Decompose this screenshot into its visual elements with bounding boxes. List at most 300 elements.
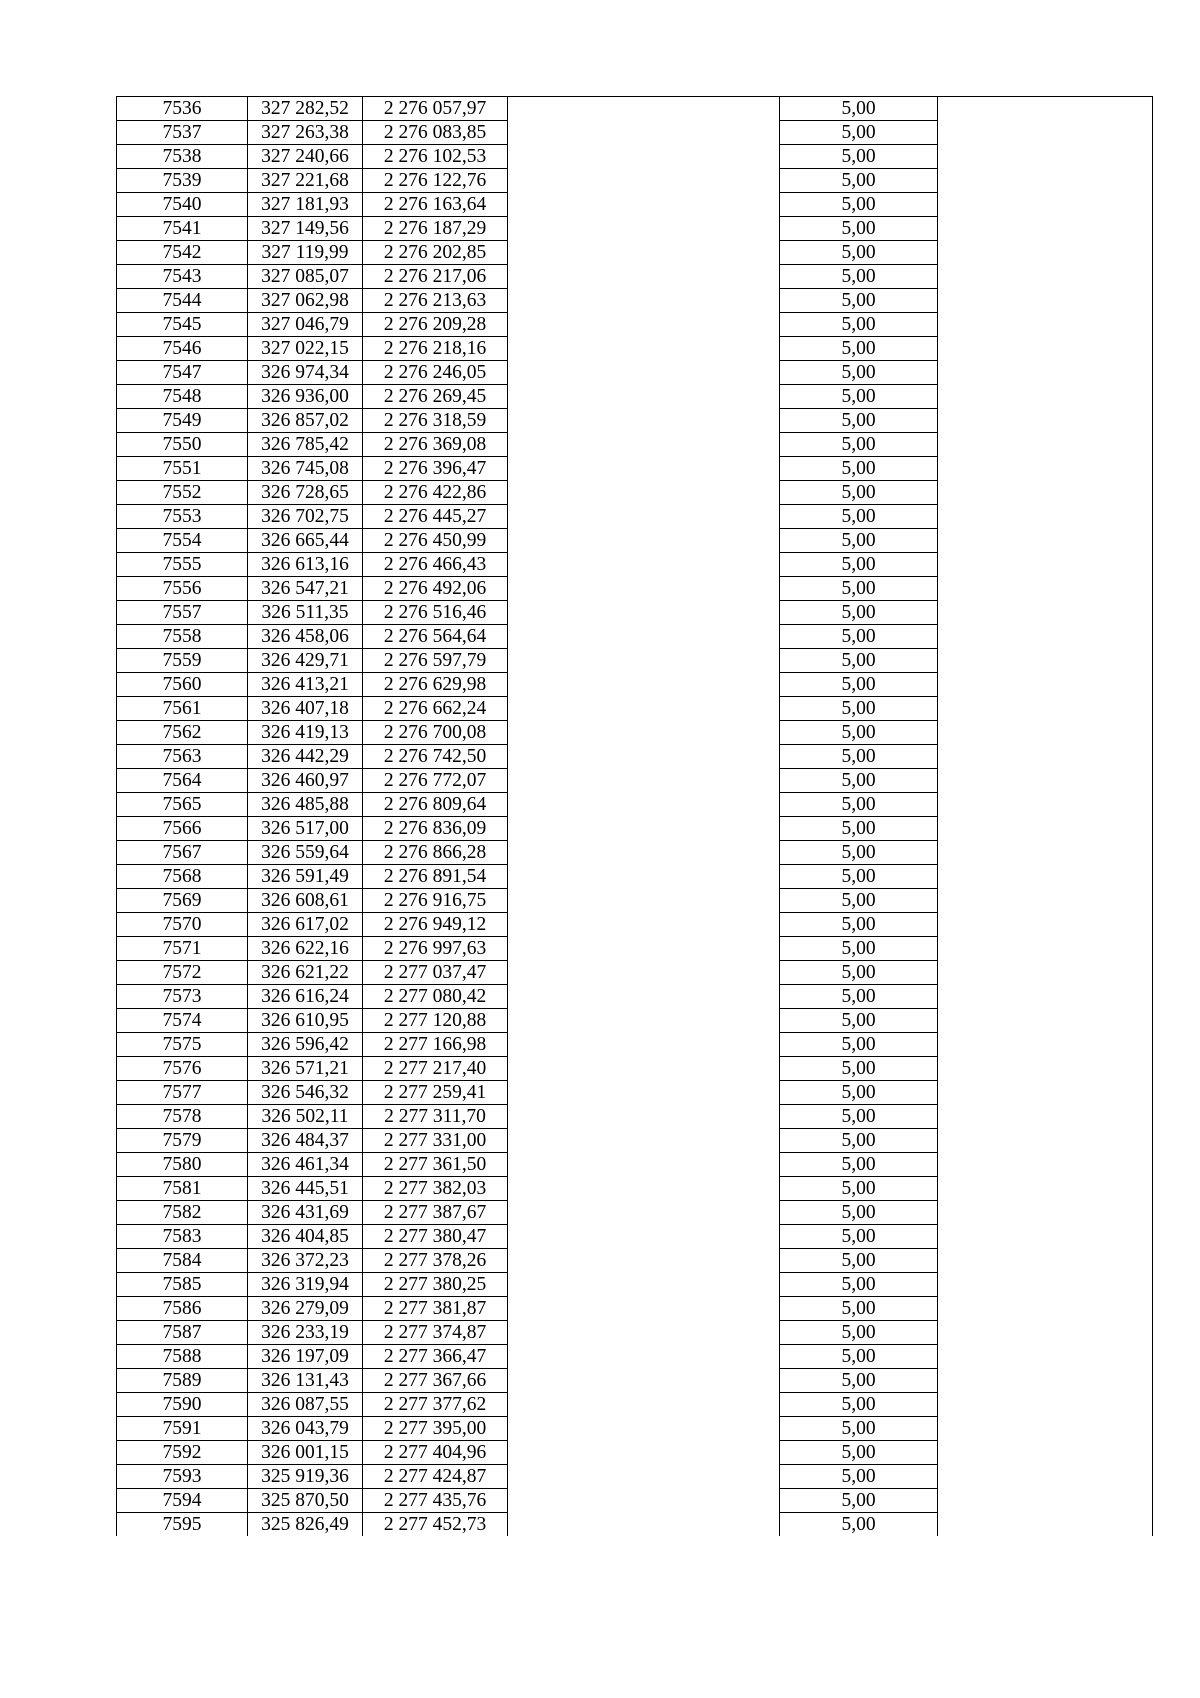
tolerance-cell: 5,00 [780,1441,938,1465]
point-number-cell: 7585 [117,1273,248,1297]
empty-cell [508,1225,780,1249]
table-row [117,985,1153,1009]
point-number-cell: 7574 [117,1009,248,1033]
tolerance-cell: 5,00 [780,913,938,937]
empty-cell [938,577,1153,601]
table-row [117,889,1153,913]
empty-cell [508,145,780,169]
point-number-cell: 7576 [117,1057,248,1081]
x-coordinate-cell: 326 460,97 [248,769,363,793]
tolerance-cell: 5,00 [780,1081,938,1105]
y-coordinate-cell: 2 276 492,06 [363,577,508,601]
x-coordinate-cell: 326 445,51 [248,1177,363,1201]
table-row [117,169,1153,193]
empty-cell [938,1225,1153,1249]
empty-cell [508,913,780,937]
y-coordinate-cell: 2 277 166,98 [363,1033,508,1057]
y-coordinate-cell: 2 276 396,47 [363,457,508,481]
tolerance-cell: 5,00 [780,1129,938,1153]
x-coordinate-cell: 326 596,42 [248,1033,363,1057]
empty-cell [508,1153,780,1177]
empty-cell [938,697,1153,721]
empty-cell [508,337,780,361]
tolerance-cell: 5,00 [780,241,938,265]
empty-cell [508,313,780,337]
tolerance-cell: 5,00 [780,793,938,817]
y-coordinate-cell: 2 277 120,88 [363,1009,508,1033]
y-coordinate-cell: 2 277 380,47 [363,1225,508,1249]
tolerance-cell: 5,00 [780,1033,938,1057]
empty-cell [938,745,1153,769]
coordinates-table [116,96,1153,1536]
empty-cell [508,169,780,193]
empty-cell [508,289,780,313]
empty-cell [938,145,1153,169]
tolerance-cell: 5,00 [780,1321,938,1345]
y-coordinate-cell: 2 276 629,98 [363,673,508,697]
y-coordinate-cell: 2 276 772,07 [363,769,508,793]
empty-cell [508,697,780,721]
empty-cell [508,409,780,433]
table-row [117,1321,1153,1345]
empty-cell [938,1513,1153,1537]
tolerance-cell: 5,00 [780,649,938,673]
table-row [117,337,1153,361]
point-number-cell: 7559 [117,649,248,673]
table-row [117,505,1153,529]
empty-cell [938,1081,1153,1105]
point-number-cell: 7580 [117,1153,248,1177]
point-number-cell: 7549 [117,409,248,433]
tolerance-cell: 5,00 [780,193,938,217]
point-number-cell: 7538 [117,145,248,169]
table-row [117,1297,1153,1321]
point-number-cell: 7543 [117,265,248,289]
point-number-cell: 7553 [117,505,248,529]
y-coordinate-cell: 2 276 187,29 [363,217,508,241]
y-coordinate-cell: 2 276 997,63 [363,937,508,961]
empty-cell [508,1321,780,1345]
x-coordinate-cell: 326 419,13 [248,721,363,745]
table-row [117,601,1153,625]
x-coordinate-cell: 326 197,09 [248,1345,363,1369]
tolerance-cell: 5,00 [780,169,938,193]
x-coordinate-cell: 326 429,71 [248,649,363,673]
tolerance-cell: 5,00 [780,601,938,625]
empty-cell [938,961,1153,985]
point-number-cell: 7578 [117,1105,248,1129]
empty-cell [938,241,1153,265]
table-row [117,409,1153,433]
x-coordinate-cell: 327 119,99 [248,241,363,265]
x-coordinate-cell: 326 571,21 [248,1057,363,1081]
empty-cell [938,1465,1153,1489]
empty-cell [938,1369,1153,1393]
tolerance-cell: 5,00 [780,361,938,385]
tolerance-cell: 5,00 [780,1369,938,1393]
point-number-cell: 7586 [117,1297,248,1321]
empty-cell [508,1273,780,1297]
table-row [117,697,1153,721]
x-coordinate-cell: 327 085,07 [248,265,363,289]
point-number-cell: 7545 [117,313,248,337]
empty-cell [508,649,780,673]
tolerance-cell: 5,00 [780,457,938,481]
point-number-cell: 7560 [117,673,248,697]
empty-cell [508,1465,780,1489]
x-coordinate-cell: 326 728,65 [248,481,363,505]
y-coordinate-cell: 2 276 218,16 [363,337,508,361]
empty-cell [938,937,1153,961]
y-coordinate-cell: 2 276 057,97 [363,97,508,121]
empty-cell [508,985,780,1009]
tolerance-cell: 5,00 [780,385,938,409]
empty-cell [938,1273,1153,1297]
table-row [117,193,1153,217]
x-coordinate-cell: 326 546,32 [248,1081,363,1105]
table-row [117,145,1153,169]
tolerance-cell: 5,00 [780,1225,938,1249]
point-number-cell: 7567 [117,841,248,865]
point-number-cell: 7551 [117,457,248,481]
tolerance-cell: 5,00 [780,97,938,121]
table-row [117,793,1153,817]
y-coordinate-cell: 2 276 202,85 [363,241,508,265]
y-coordinate-cell: 2 277 037,47 [363,961,508,985]
tolerance-cell: 5,00 [780,865,938,889]
x-coordinate-cell: 326 622,16 [248,937,363,961]
point-number-cell: 7540 [117,193,248,217]
empty-cell [508,1417,780,1441]
table-row [117,721,1153,745]
tolerance-cell: 5,00 [780,145,938,169]
table-row [117,289,1153,313]
empty-cell [938,817,1153,841]
x-coordinate-cell: 326 974,34 [248,361,363,385]
tolerance-cell: 5,00 [780,529,938,553]
point-number-cell: 7563 [117,745,248,769]
table-row [117,1249,1153,1273]
x-coordinate-cell: 326 511,35 [248,601,363,625]
x-coordinate-cell: 325 870,50 [248,1489,363,1513]
x-coordinate-cell: 326 559,64 [248,841,363,865]
tolerance-cell: 5,00 [780,625,938,649]
tolerance-cell: 5,00 [780,481,938,505]
empty-cell [938,1489,1153,1513]
x-coordinate-cell: 326 407,18 [248,697,363,721]
x-coordinate-cell: 326 372,23 [248,1249,363,1273]
empty-cell [508,769,780,793]
x-coordinate-cell: 325 826,49 [248,1513,363,1537]
empty-cell [508,1249,780,1273]
tolerance-cell: 5,00 [780,985,938,1009]
tolerance-cell: 5,00 [780,121,938,145]
point-number-cell: 7536 [117,97,248,121]
y-coordinate-cell: 2 276 217,06 [363,265,508,289]
x-coordinate-cell: 326 043,79 [248,1417,363,1441]
empty-cell [938,265,1153,289]
point-number-cell: 7539 [117,169,248,193]
empty-cell [938,337,1153,361]
empty-cell [938,1105,1153,1129]
table-row [117,217,1153,241]
y-coordinate-cell: 2 277 331,00 [363,1129,508,1153]
x-coordinate-cell: 326 442,29 [248,745,363,769]
y-coordinate-cell: 2 277 380,25 [363,1273,508,1297]
y-coordinate-cell: 2 276 369,08 [363,433,508,457]
table-row [117,1129,1153,1153]
point-number-cell: 7591 [117,1417,248,1441]
x-coordinate-cell: 326 785,42 [248,433,363,457]
empty-cell [938,505,1153,529]
table-row [117,577,1153,601]
empty-cell [508,265,780,289]
tolerance-cell: 5,00 [780,217,938,241]
empty-cell [938,361,1153,385]
point-number-cell: 7584 [117,1249,248,1273]
y-coordinate-cell: 2 276 318,59 [363,409,508,433]
x-coordinate-cell: 327 022,15 [248,337,363,361]
empty-cell [938,169,1153,193]
table-row [117,673,1153,697]
table-row [117,457,1153,481]
y-coordinate-cell: 2 277 395,00 [363,1417,508,1441]
x-coordinate-cell: 326 087,55 [248,1393,363,1417]
y-coordinate-cell: 2 277 404,96 [363,1441,508,1465]
tolerance-cell: 5,00 [780,409,938,433]
empty-cell [938,889,1153,913]
empty-cell [508,1033,780,1057]
y-coordinate-cell: 2 277 367,66 [363,1369,508,1393]
table-row [117,769,1153,793]
table-row [117,1369,1153,1393]
tolerance-cell: 5,00 [780,553,938,577]
y-coordinate-cell: 2 276 564,64 [363,625,508,649]
x-coordinate-cell: 326 413,21 [248,673,363,697]
empty-cell [938,1033,1153,1057]
y-coordinate-cell: 2 276 700,08 [363,721,508,745]
point-number-cell: 7593 [117,1465,248,1489]
y-coordinate-cell: 2 276 246,05 [363,361,508,385]
point-number-cell: 7577 [117,1081,248,1105]
empty-cell [508,1441,780,1465]
tolerance-cell: 5,00 [780,289,938,313]
point-number-cell: 7588 [117,1345,248,1369]
empty-cell [508,1393,780,1417]
x-coordinate-cell: 326 001,15 [248,1441,363,1465]
table-row [117,1441,1153,1465]
y-coordinate-cell: 2 277 424,87 [363,1465,508,1489]
empty-cell [508,1177,780,1201]
y-coordinate-cell: 2 277 378,26 [363,1249,508,1273]
table-row [117,1081,1153,1105]
x-coordinate-cell: 327 221,68 [248,169,363,193]
table-row [117,1033,1153,1057]
x-coordinate-cell: 326 502,11 [248,1105,363,1129]
tolerance-cell: 5,00 [780,1465,938,1489]
empty-cell [938,121,1153,145]
table-row [117,1273,1153,1297]
point-number-cell: 7564 [117,769,248,793]
empty-cell [508,505,780,529]
empty-cell [508,865,780,889]
x-coordinate-cell: 326 857,02 [248,409,363,433]
x-coordinate-cell: 326 131,43 [248,1369,363,1393]
x-coordinate-cell: 325 919,36 [248,1465,363,1489]
tolerance-cell: 5,00 [780,1201,938,1225]
empty-cell [938,409,1153,433]
y-coordinate-cell: 2 276 916,75 [363,889,508,913]
point-number-cell: 7561 [117,697,248,721]
tolerance-cell: 5,00 [780,841,938,865]
table-row [117,529,1153,553]
point-number-cell: 7582 [117,1201,248,1225]
point-number-cell: 7547 [117,361,248,385]
empty-cell [508,1129,780,1153]
coordinates-table-body [117,97,1153,1537]
tolerance-cell: 5,00 [780,697,938,721]
empty-cell [938,1297,1153,1321]
table-row [117,817,1153,841]
empty-cell [508,937,780,961]
empty-cell [938,1009,1153,1033]
x-coordinate-cell: 326 591,49 [248,865,363,889]
empty-cell [938,865,1153,889]
empty-cell [938,433,1153,457]
y-coordinate-cell: 2 276 836,09 [363,817,508,841]
tolerance-cell: 5,00 [780,1489,938,1513]
empty-cell [508,481,780,505]
x-coordinate-cell: 327 149,56 [248,217,363,241]
tolerance-cell: 5,00 [780,1273,938,1297]
empty-cell [508,961,780,985]
empty-cell [508,721,780,745]
y-coordinate-cell: 2 277 361,50 [363,1153,508,1177]
x-coordinate-cell: 326 319,94 [248,1273,363,1297]
x-coordinate-cell: 326 610,95 [248,1009,363,1033]
x-coordinate-cell: 326 936,00 [248,385,363,409]
empty-cell [508,817,780,841]
tolerance-cell: 5,00 [780,961,938,985]
y-coordinate-cell: 2 276 949,12 [363,913,508,937]
tolerance-cell: 5,00 [780,1177,938,1201]
x-coordinate-cell: 327 282,52 [248,97,363,121]
empty-cell [508,97,780,121]
empty-cell [508,193,780,217]
table-row [117,1105,1153,1129]
point-number-cell: 7569 [117,889,248,913]
tolerance-cell: 5,00 [780,1009,938,1033]
y-coordinate-cell: 2 276 809,64 [363,793,508,817]
empty-cell [508,529,780,553]
y-coordinate-cell: 2 277 382,03 [363,1177,508,1201]
empty-cell [508,673,780,697]
y-coordinate-cell: 2 277 381,87 [363,1297,508,1321]
x-coordinate-cell: 327 263,38 [248,121,363,145]
point-number-cell: 7566 [117,817,248,841]
empty-cell [938,793,1153,817]
x-coordinate-cell: 326 279,09 [248,1297,363,1321]
empty-cell [938,457,1153,481]
x-coordinate-cell: 327 181,93 [248,193,363,217]
table-row [117,937,1153,961]
point-number-cell: 7579 [117,1129,248,1153]
y-coordinate-cell: 2 276 122,76 [363,169,508,193]
tolerance-cell: 5,00 [780,505,938,529]
table-row [117,433,1153,457]
table-row [117,1153,1153,1177]
y-coordinate-cell: 2 276 662,24 [363,697,508,721]
empty-cell [938,1345,1153,1369]
point-number-cell: 7557 [117,601,248,625]
point-number-cell: 7558 [117,625,248,649]
empty-cell [508,601,780,625]
table-row [117,1489,1153,1513]
empty-cell [938,841,1153,865]
x-coordinate-cell: 326 484,37 [248,1129,363,1153]
point-number-cell: 7590 [117,1393,248,1417]
table-row [117,649,1153,673]
empty-cell [508,1057,780,1081]
point-number-cell: 7573 [117,985,248,1009]
empty-cell [938,529,1153,553]
y-coordinate-cell: 2 277 311,70 [363,1105,508,1129]
point-number-cell: 7589 [117,1369,248,1393]
y-coordinate-cell: 2 277 435,76 [363,1489,508,1513]
table-row [117,913,1153,937]
empty-cell [938,625,1153,649]
table-row [117,121,1153,145]
x-coordinate-cell: 326 617,02 [248,913,363,937]
table-row [117,1345,1153,1369]
tolerance-cell: 5,00 [780,1297,938,1321]
table-row [117,97,1153,121]
empty-cell [508,1369,780,1393]
table-row [117,1177,1153,1201]
x-coordinate-cell: 326 621,22 [248,961,363,985]
empty-cell [938,1153,1153,1177]
point-number-cell: 7562 [117,721,248,745]
point-number-cell: 7542 [117,241,248,265]
point-number-cell: 7583 [117,1225,248,1249]
empty-cell [508,1201,780,1225]
tolerance-cell: 5,00 [780,1417,938,1441]
empty-cell [508,1345,780,1369]
empty-cell [508,1489,780,1513]
empty-cell [938,1057,1153,1081]
y-coordinate-cell: 2 276 163,64 [363,193,508,217]
y-coordinate-cell: 2 277 387,67 [363,1201,508,1225]
tolerance-cell: 5,00 [780,721,938,745]
empty-cell [938,1129,1153,1153]
point-number-cell: 7595 [117,1513,248,1537]
x-coordinate-cell: 327 240,66 [248,145,363,169]
tolerance-cell: 5,00 [780,1513,938,1537]
x-coordinate-cell: 326 547,21 [248,577,363,601]
point-number-cell: 7550 [117,433,248,457]
tolerance-cell: 5,00 [780,1393,938,1417]
point-number-cell: 7552 [117,481,248,505]
point-number-cell: 7537 [117,121,248,145]
x-coordinate-cell: 326 665,44 [248,529,363,553]
point-number-cell: 7570 [117,913,248,937]
x-coordinate-cell: 326 458,06 [248,625,363,649]
tolerance-cell: 5,00 [780,265,938,289]
point-number-cell: 7581 [117,1177,248,1201]
table-row [117,241,1153,265]
y-coordinate-cell: 2 276 597,79 [363,649,508,673]
y-coordinate-cell: 2 276 891,54 [363,865,508,889]
